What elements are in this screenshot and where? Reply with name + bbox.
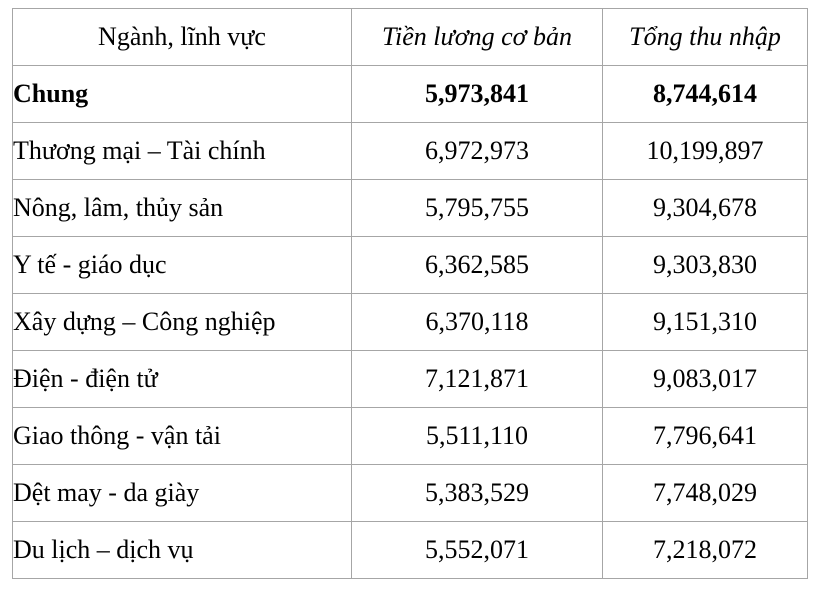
row-total-income: 9,151,310 [603,294,808,351]
row-base-salary: 7,121,871 [352,351,603,408]
header-total-income: Tổng thu nhập [603,9,808,66]
table-row [13,522,808,579]
row-total-income: 9,083,017 [603,351,808,408]
row-total-income: 9,303,830 [603,237,808,294]
table-row [13,408,808,465]
row-base-salary: 6,362,585 [352,237,603,294]
row-sector: Xây dựng – Công nghiệp [13,294,352,351]
summary-base-salary: 5,973,841 [352,66,603,123]
table-row [13,465,808,522]
table-row [13,294,808,351]
row-base-salary: 5,383,529 [352,465,603,522]
row-base-salary: 5,552,071 [352,522,603,579]
row-sector: Giao thông - vận tải [13,408,352,465]
row-base-salary: 6,370,118 [352,294,603,351]
row-total-income: 10,199,897 [603,123,808,180]
row-sector: Điện - điện tử [13,351,352,408]
summary-row [13,66,808,123]
summary-sector: Chung [13,66,352,123]
row-sector: Du lịch – dịch vụ [13,522,352,579]
salary-table [12,8,808,579]
row-sector: Y tế - giáo dục [13,237,352,294]
table-row [13,351,808,408]
row-base-salary: 6,972,973 [352,123,603,180]
row-total-income: 9,304,678 [603,180,808,237]
row-base-salary: 5,511,110 [352,408,603,465]
row-sector: Thương mại – Tài chính [13,123,352,180]
table-row [13,180,808,237]
row-sector: Nông, lâm, thủy sản [13,180,352,237]
row-total-income: 7,796,641 [603,408,808,465]
row-base-salary: 5,795,755 [352,180,603,237]
table-row [13,123,808,180]
row-sector: Dệt may - da giày [13,465,352,522]
header-sector: Ngành, lĩnh vực [13,9,352,66]
row-total-income: 7,748,029 [603,465,808,522]
table-row [13,237,808,294]
header-row [13,9,808,66]
summary-total-income: 8,744,614 [603,66,808,123]
header-base-salary: Tiền lương cơ bản [352,9,603,66]
row-total-income: 7,218,072 [603,522,808,579]
